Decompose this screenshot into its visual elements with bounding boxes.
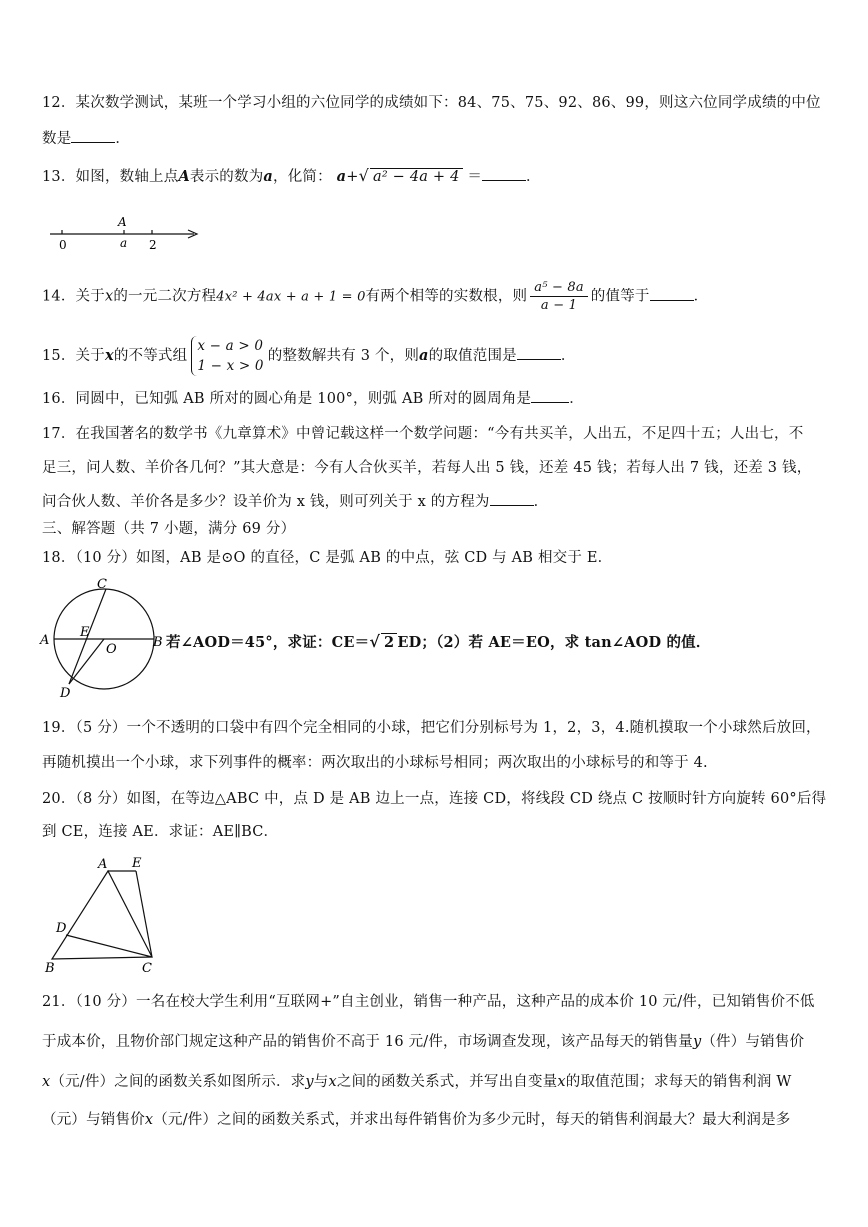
section-heading: 三、解答题（共 7 小题，满分 69 分） [42, 521, 296, 537]
answer-blank [482, 168, 526, 181]
segment-EC [136, 871, 152, 957]
answer-blank [531, 390, 569, 403]
fraction: $\frac{\text{a⁵ − 8a}}{a - 1}$ [530, 280, 588, 313]
tick-label-2: 2 [149, 238, 157, 252]
circle-figure [36, 576, 168, 700]
svg-text:A: A [98, 857, 108, 872]
answer-blank [490, 493, 534, 506]
answer-blank [517, 347, 561, 360]
inequality-system: x − a > 0 1 − x > 0 [191, 336, 263, 376]
q12-line1: 12．某次数学测试，某班一个学习小组的六位同学的成绩如下：84、75、75、92、86、99，则这六位同学成绩的中位 [42, 95, 821, 111]
svg-text:A: A [40, 633, 50, 648]
radicand: a² − 4a + 4 [370, 168, 463, 185]
tick-label-0: 0 [59, 238, 67, 252]
svg-text:C: C [97, 577, 107, 592]
svg-text:B: B [153, 635, 163, 650]
svg-text:O: O [106, 642, 117, 657]
number-line-figure [42, 210, 212, 252]
q16-line: 16．同圆中，已知弧 AB 所对的圆心角是 100°，则弧 AB 所对的圆周角是 ． [42, 391, 584, 407]
q21-line2: 于成本价，且物价部门规定这种产品的销售价不高于 16 元/件，市场调查发现，该产品每天的销售量y（件）与销售价 [42, 1034, 805, 1050]
q21-line3: x（元/件）之间的函数关系如图所示．求y与x之间的函数关系式，并写出自变量x的取值范围；求每天的销售利润 W [42, 1074, 792, 1090]
svg-text:E: E [80, 625, 90, 640]
segment-DC [66, 935, 152, 957]
svg-text:D: D [60, 686, 71, 700]
segment-OD [69, 639, 104, 684]
q17-line1: 17．在我国著名的数学书《九章算术》中曾记载这样一个数学问题：“今有共买羊，人出五，不足四十五；人出七，不 [42, 426, 804, 442]
q21-line4: （元）与销售价x（元/件）之间的函数关系式，并求出每件销售价为多少元时，每天的销售利润最大？最大利润是多 [42, 1112, 791, 1128]
svg-text:C: C [142, 961, 152, 976]
quadratic-equation: 4x² + 4ax + a + 1 = 0 [216, 289, 366, 305]
point-label-A: A [118, 215, 127, 229]
q18-line2: 若∠AOD＝45°，求证：CE＝√ 2 ED；（2）若 AE＝EO，求 tan∠AOD 的值． [166, 632, 711, 651]
q18-line1: 18．（10 分）如图，AB 是⊙O 的直径，C 是弧 AB 的中点，弦 CD 与 AB 相交于 E． [42, 550, 613, 566]
sqrt-sign: √ [358, 166, 370, 185]
svg-text:D: D [56, 921, 67, 936]
tick-label-a: a [120, 236, 128, 250]
q20-line1: 20．（8 分）如图，在等边△ABC 中，点 D 是 AB 边上一点，连接 CD，将线段 CD 绕点 C 按顺时针方向旋转 60°后得 [42, 791, 827, 807]
q13-line: 13．如图，数轴上点A表示的数为a，化简： a+√ a² − 4a + 4 ＝ ． [42, 166, 541, 185]
q20-line2: 到 CE，连接 AE．求证：AE∥BC． [42, 824, 279, 840]
triangle-ABC [52, 871, 152, 959]
answer-blank [71, 130, 115, 143]
q12-line2: 数是 ． [42, 131, 131, 147]
sqrt-sign: √ [369, 632, 381, 651]
q19-line2: 再随机摸出一个小球，求下列事件的概率：两次取出的小球标号相同；两次取出的小球标号的和等于 4. [42, 755, 708, 771]
q17-line2: 足三，问人数、羊价各几何？”其大意是：今有人合伙买羊，若每人出 5 钱，还差 45 钱；若每人出 7 钱，还差 3 钱， [42, 460, 812, 476]
q19-line1: 19．（5 分）一个不透明的口袋中有四个完全相同的小球，把它们分别标号为 1，2，3，4.随机摸取一个小球然后放回， [42, 720, 821, 736]
q17-line3: 问合伙人数、羊价各是多少？设羊价为 x 钱，则可列关于 x 的方程为 ． [42, 494, 549, 510]
q21-line1: 21．（10 分）一名在校大学生利用“互联网+”自主创业，销售一种产品，这种产品的成本价 10 元/件，已知销售价不低 [42, 994, 815, 1010]
answer-blank [650, 288, 694, 301]
q14-line: 14．关于x的一元二次方程4x² + 4ax + a + 1 = 0有两个相等的实数根，则 $\frac{\text{a⁵ − 8a}}{a - 1}$ 的值等于 ． [42, 280, 709, 313]
q15-line: 15．关于x的不等式组 x − a > 0 1 − x > 0 的整数解共有 3 个，则a的取值范围是 ． [42, 338, 576, 374]
triangle-figure [40, 852, 170, 976]
svg-text:B: B [45, 961, 55, 976]
svg-text:E: E [132, 856, 142, 871]
